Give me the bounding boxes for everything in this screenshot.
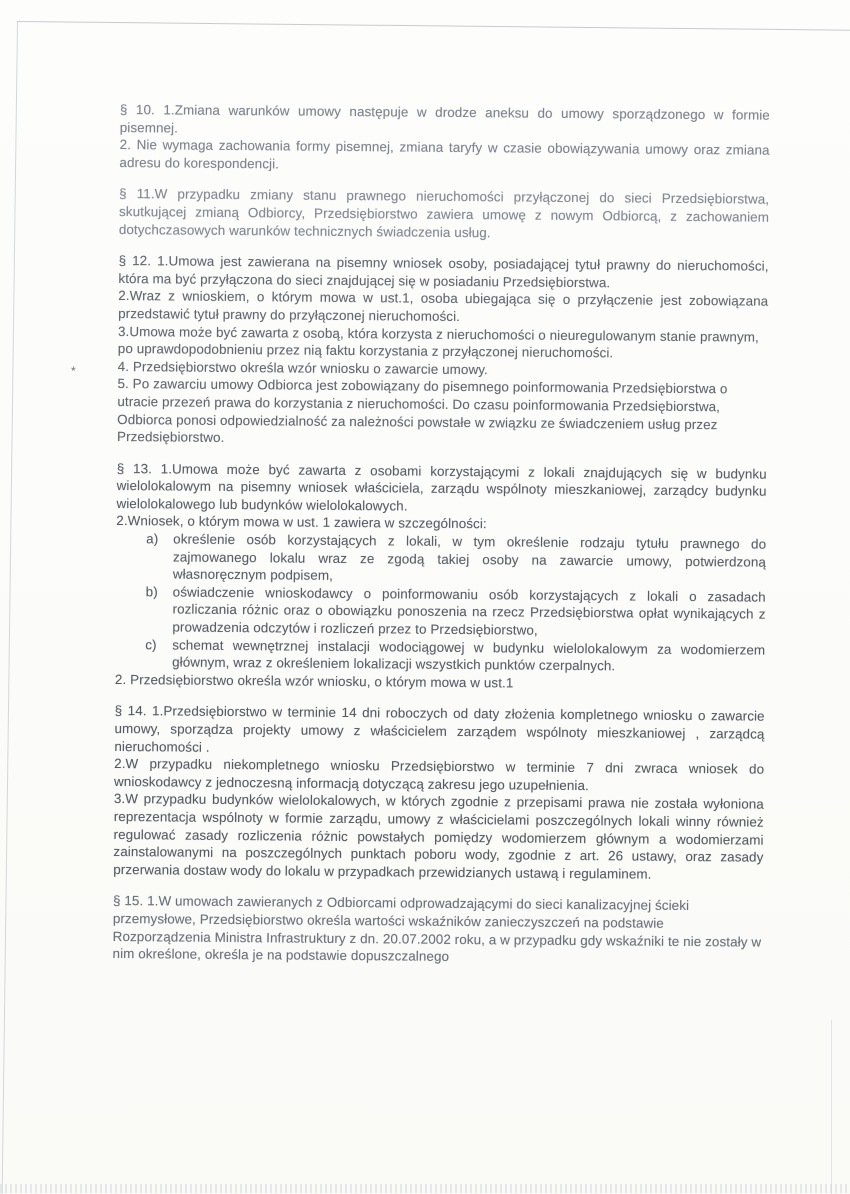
list-item-a bbox=[116, 530, 766, 588]
list-text-b: oświadczenie wnioskodawcy o poinformowaniu osób korzystających z lokali o zasadach rozliczania różnic oraz o obowiązku ponoszenia na rzecz Przedsiębiorstwa opłat wynikających z prowadzenia odczytów i rozliczeń przez to Przedsiębiorstwo, bbox=[172, 584, 766, 638]
clause-14-1: § 14. 1.Przedsiębiorstwo w terminie 14 dni roboczych od daty złożenia kompletnego wniosku o zawarcie umowy, sporządza projekty umowy z właścicielem zarządem wspólnoty mieszkaniowej , zarządcą nieruchomości . bbox=[114, 703, 765, 755]
scanner-edge-bottom bbox=[0, 1184, 850, 1193]
list-item-c bbox=[115, 636, 765, 677]
clause-14-3: 3.W przypadku budynków wielolokalowych, w których zgodnie z przepisami prawa nie została wyłoniona reprezentacja wspólnoty w formie zarządu, umowy z właścicielami poszczególnych lokali winny również regulować zasady rozliczenia różnic powstałych pomiędzy wodomierzem głównym a wodomierzami zainstalowanymi na poszczególnych punktach poboru wody, zgodnie z art. 26 ustawy, oraz zasady przerwania dostaw wody do lokalu w przypadkach przewidzianych ustawą i regulaminem. bbox=[113, 791, 764, 882]
clause-13-2-intro: 2.Wniosek, o którym mowa w ust. 1 zawiera w szczególności: bbox=[116, 513, 487, 532]
section-par-14 bbox=[113, 702, 765, 884]
list-marker-a: a) bbox=[146, 531, 159, 547]
clause-12-5: 5. Po zawarciu umowy Odbiorca jest zobowiązany do pisemnego poinformowania Przedsiębiorstwa o utracie przezeń prawa do korzystania z nieruchomości. Do czasu poinformowania Przedsiębiorstwa, Odbiorca ponosi odpowiedzialność za należności powstałe w związku ze świadczeniem usług przez Przedsiębiorstwo. bbox=[117, 376, 728, 446]
clause-12-2: 2.Wraz z wnioskiem, o którym mowa w ust.1, osoba ubiegająca się o przyłączenie jest zobowiązana przedstawić tytuł prawny do przyłączonej nieruchomości. bbox=[118, 288, 769, 324]
paper-edge-right bbox=[831, 1020, 832, 1194]
clause-10-1: § 10. 1.Zmiana warunków umowy następuje w drodze aneksu do umowy sporządzonego w formie pisemnej. bbox=[119, 101, 770, 136]
clause-12-1: § 12. 1.Umowa jest zawierana na pisemny wniosek osoby, posiadającej tytuł prawny do nieruchomości, która ma być przyłączona do sieci znajdującej się w posiadaniu Przedsiębiorstwa. bbox=[118, 253, 769, 291]
clause-13-2: 2. Przedsiębiorstwo określa wzór wniosku, o którym mowa w ust.1 bbox=[114, 671, 514, 691]
clause-13-1: § 13. 1.Umowa może być zawarta z osobami korzystającymi z lokali znajdujących się w budynku wielolokalowym na pisemny wniosek właściciela, zarządu wspólnoty mieszkaniowej, zarządcy budynku wielolokalowego lub budynków wielolokalowych. bbox=[116, 460, 767, 514]
clause-10-2: 2. Nie wymaga zachowania formy pisemnej, zmiana taryfy w czasie obowiązywania umowy oraz zmiana adresu do korespondencji. bbox=[119, 137, 770, 172]
clause-14-2: 2.W przypadku niekompletnego wniosku Przedsiębiorstwo w terminie 7 dni zwraca wniosek do wnioskodawcy z jednoczesną informacją dotyczącą zakresu jego uzupełnienia. bbox=[113, 756, 765, 793]
list-marker-c: c) bbox=[145, 636, 157, 652]
list-item-b bbox=[115, 583, 765, 641]
section-par-12 bbox=[117, 252, 769, 451]
margin-annotation-mark: * bbox=[71, 364, 76, 378]
document-text-column bbox=[112, 101, 770, 982]
list-marker-b: b) bbox=[145, 584, 158, 600]
paper-edge-left bbox=[2, 21, 18, 1194]
section-par-13 bbox=[115, 460, 767, 694]
clause-15-1: § 15. 1.W umowach zawieranych z Odbiorcami odprowadzającymi do sieci kanalizacyjnej ścieki przemysłowe, Przedsiębiorstwo określa wartości wskaźników zanieczyszczeń na podstawie Rozporządzenia Ministra Infrastruktury z dn. 20.07.2002 roku, a w przypadku gdy wskaźniki te nie zostały w nim określone, określa je na podstawie dopuszczalnego bbox=[112, 893, 762, 965]
paper-edge-top bbox=[17, 21, 850, 31]
clause-11: § 11.W przypadku zmiany stanu prawnego nieruchomości przyłączonej do sieci Przedsiębiorstwa, skutkującej zmianą Odbiorcy, Przedsiębiorstwo zawiera umowę z nowym Odbiorcą, z zachowaniem dotychczasowych warunków technicznych świadczenia usług. bbox=[118, 186, 770, 240]
list-text-c: schemat wewnętrznej instalacji wodociągowej w budynku wielolokalowym za wodomierzem głównym, wraz z określeniem lokalizacji wszystkich punktów czerpalnych. bbox=[172, 637, 766, 674]
section-par-11 bbox=[119, 185, 769, 243]
clause-12-4: 4. Przedsiębiorstwo określa wzór wniosku o zawarcie umowy. bbox=[117, 358, 488, 377]
section-par-15 bbox=[112, 892, 763, 968]
section-par-10 bbox=[119, 101, 770, 177]
clause-12-3: 3.Umowa może być zawarta z osobą, która korzysta z nieruchomości o nieuregulowanym stanie prawnym, po uprawdopodobnieniu przez nią faktu korzystania z przyłączonej nieruchomości. bbox=[117, 323, 759, 361]
list-text-a: określenie osób korzystających z lokali, w tym określenie rodzaju tytułu prawnego do zajmowanego lokalu wraz ze zgodą takiej osoby na zawarcie umowy, potwierdzoną własnoręcznym podpisem, bbox=[172, 531, 767, 584]
